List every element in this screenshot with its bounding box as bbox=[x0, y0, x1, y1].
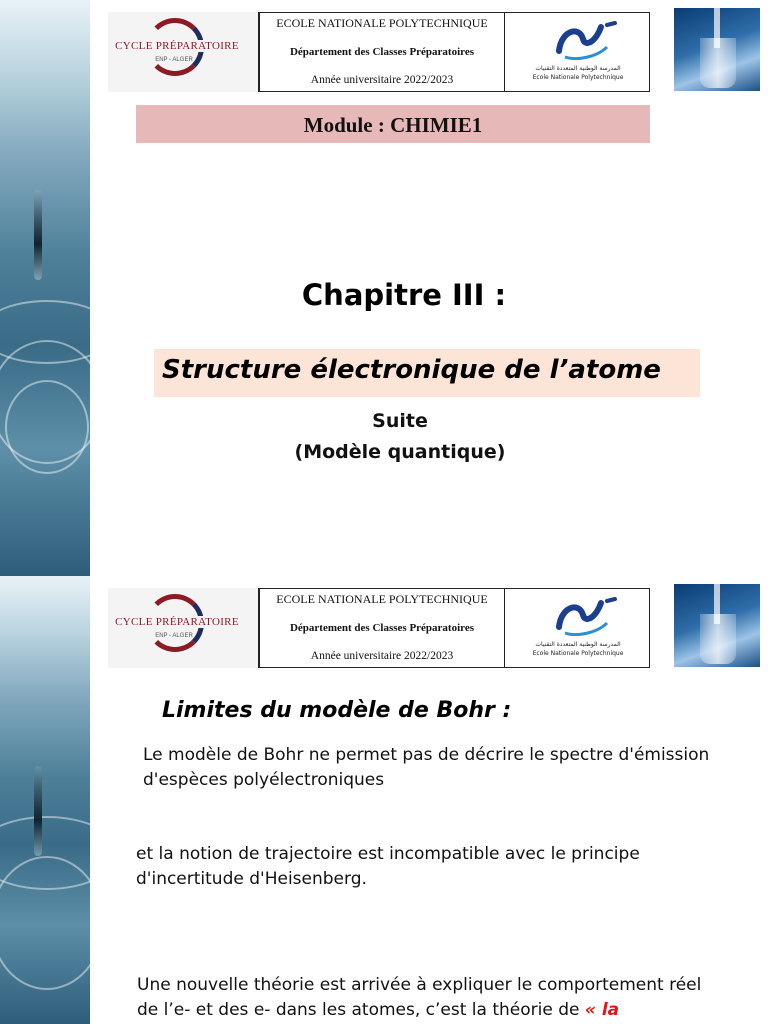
bullet-item bbox=[113, 973, 733, 1023]
department-name: Département des Classes Préparatoires bbox=[289, 622, 474, 634]
bullet-line: Le modèle de Bohr ne permet pas de décrire le spectre d'émission bbox=[143, 745, 710, 765]
chapter-title: Chapitre III : bbox=[301, 278, 507, 312]
logo-text: CYCLE PRÉPARATOIRE bbox=[115, 40, 239, 52]
logo-subtext: ENP - ALGER bbox=[155, 57, 193, 63]
cycle-preparatoire-logo bbox=[108, 12, 258, 92]
drop-shape bbox=[34, 190, 42, 280]
enp-swirl-icon bbox=[551, 21, 621, 61]
department-name: Département des Classes Préparatoires bbox=[289, 46, 474, 58]
school-name: ECOLE NATIONALE POLYTECHNIQUE bbox=[276, 592, 488, 606]
glass-shape bbox=[700, 38, 736, 88]
suite-label: Suite bbox=[372, 410, 428, 432]
drop-shape bbox=[34, 766, 42, 856]
header-box bbox=[258, 588, 650, 668]
logo-text: CYCLE PRÉPARATOIRE bbox=[115, 616, 239, 628]
enp-logo-french: Ecole Nationale Polytechnique bbox=[532, 74, 624, 81]
bullet-line: d'espèces polyélectroniques bbox=[143, 770, 385, 790]
water-drop-image bbox=[0, 576, 90, 1024]
water-glass-image bbox=[674, 584, 760, 667]
header-center bbox=[259, 13, 505, 91]
limits-title: Limites du modèle de Bohr : bbox=[162, 698, 512, 723]
module-title: Module : CHIMIE1 bbox=[136, 105, 650, 143]
bullet-line: et la notion de trajectoire est incompatible avec le principe bbox=[136, 844, 640, 864]
bullet-line bbox=[137, 998, 619, 1023]
logo-subtext: ENP - ALGER bbox=[155, 633, 193, 639]
bullet-line: d'incertitude d'Heisenberg. bbox=[136, 869, 367, 889]
header bbox=[108, 588, 650, 668]
enp-swirl-icon bbox=[551, 597, 621, 637]
water-glass-image bbox=[674, 8, 760, 91]
bullet-line-text: de l’e- et des e- dans les atomes, c’est la théorie de bbox=[137, 1000, 585, 1020]
enp-logo-arabic: المدرسة الوطنية المتعددة التقنيات bbox=[535, 641, 621, 648]
highlight-text: « la bbox=[584, 1000, 620, 1020]
bullet-line: Une nouvelle théorie est arrivée à expliquer le comportement réel bbox=[137, 975, 702, 995]
academic-year: Année universitaire 2022/2023 bbox=[310, 650, 454, 662]
cycle-preparatoire-logo bbox=[108, 588, 258, 668]
academic-year: Année universitaire 2022/2023 bbox=[310, 74, 454, 86]
bullet-item bbox=[118, 743, 738, 795]
subtitle-box bbox=[154, 349, 700, 397]
enp-logo bbox=[505, 589, 651, 667]
slide-2 bbox=[0, 576, 768, 1024]
header-box bbox=[258, 12, 650, 92]
suite-detail: (Modèle quantique) bbox=[294, 441, 506, 463]
header-center bbox=[259, 589, 505, 667]
enp-logo-arabic: المدرسة الوطنية المتعددة التقنيات bbox=[535, 65, 621, 72]
subtitle-text: Structure électronique de l’atome bbox=[162, 355, 661, 385]
bullet-item bbox=[112, 842, 732, 894]
ripple-shape bbox=[0, 856, 90, 990]
header bbox=[108, 12, 650, 92]
glass-shape bbox=[700, 614, 736, 664]
school-name: ECOLE NATIONALE POLYTECHNIQUE bbox=[276, 16, 488, 30]
enp-logo-french: Ecole Nationale Polytechnique bbox=[532, 650, 624, 657]
enp-logo bbox=[505, 13, 651, 91]
